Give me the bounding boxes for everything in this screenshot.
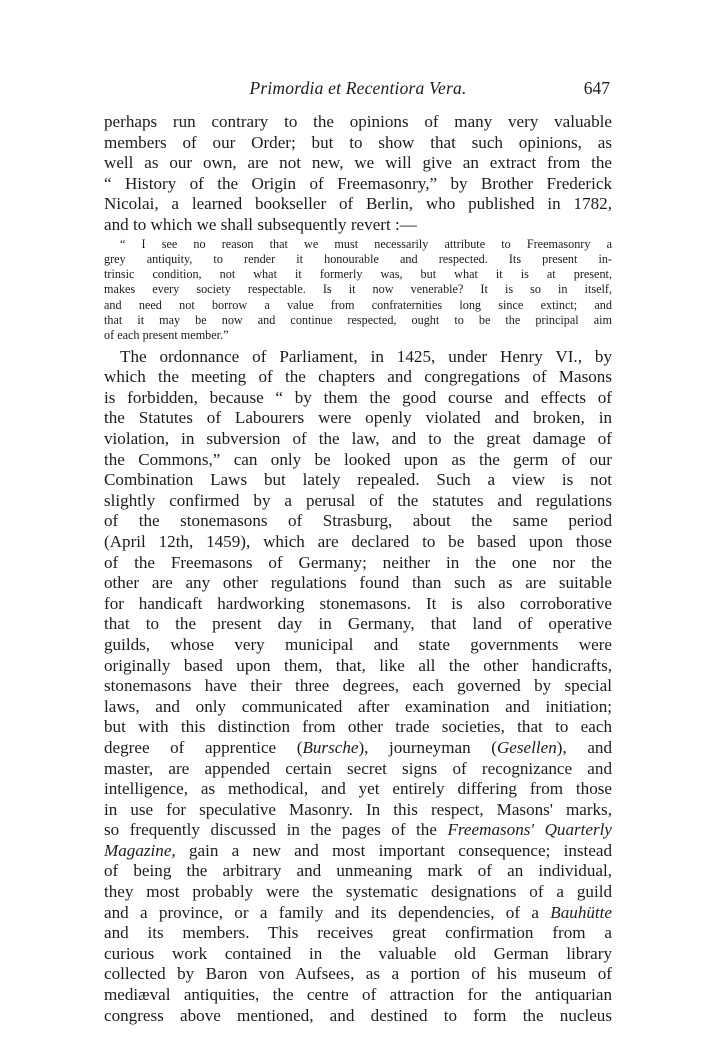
text-line: the Commons,” can only be looked upon as the germ of our: [104, 449, 612, 469]
text-line: Combination Laws but lately repealed. Such a view is not: [104, 470, 612, 490]
text-line: of the Freemasons of Germany; neither in the one nor the: [104, 552, 612, 572]
text-line: slightly confirmed by a perusal of the statutes and regulations: [104, 490, 612, 510]
text-line: which the meeting of the chapters and congregations of Masons: [104, 367, 612, 387]
text-segment: gain a new and most important consequence; instead: [175, 840, 612, 860]
running-title: Primordia et Recentiora Vera.: [249, 78, 467, 98]
quote-line: trinsic condition, not what it formerly was, but what it is at present,: [104, 267, 612, 282]
text-line: in use for speculative Masonry. In this respect, Masons' marks,: [104, 799, 612, 819]
text-line: stonemasons have their three degrees, each governed by special: [104, 676, 612, 696]
text-line: for handicaft hardworking stonemasons. It is also corroborative: [104, 593, 612, 613]
quote-line: “ I see no reason that we must necessarily attribute to Freemasonry a: [120, 236, 612, 251]
text-line: but with this distinction from other trade societies, that to each: [104, 717, 612, 737]
text-line: originally based upon them, that, like all the other handicrafts,: [104, 655, 612, 675]
text-line: well as our own, are not new, we will give an extract from the: [104, 153, 612, 173]
text-line: of being the arbitrary and unmeaning mark of an individual,: [104, 861, 612, 881]
text-line: other are any other regulations found than such as are suitable: [104, 573, 612, 593]
quote-line: of each present member.”: [104, 328, 229, 343]
text-line: perhaps run contrary to the opinions of many very valuable: [104, 112, 612, 131]
text-segment: degree of apprentice (: [104, 737, 303, 757]
paragraph-ordonnance: [104, 347, 612, 1027]
text-line: members of our Order; but to show that such opinions, as: [104, 132, 612, 152]
text-segment: ), journeyman (: [358, 737, 497, 757]
text-line: they most probably were the systematic designations of a guild: [104, 882, 612, 902]
text-segment: and a province, or a family and its dependencies, of a: [104, 902, 551, 922]
page-number: 647: [583, 78, 610, 98]
text-line: the Statutes of Labourers were openly violated and broken, in: [104, 408, 612, 428]
text-line: curious work contained in the valuable old German library: [104, 943, 612, 963]
paragraph-continued: [104, 112, 612, 236]
text-line: [104, 820, 612, 841]
text-line: congress above mentioned, and destined to form the nucleus: [104, 1005, 612, 1025]
text-line: [104, 738, 612, 759]
text-line: and to which we shall subsequently revert :—: [104, 214, 417, 234]
italic-term-bursche: Bursche: [302, 737, 359, 757]
text-line: guilds, whose very municipal and state governments were: [104, 634, 612, 654]
text-line: of the stonemasons of Strasburg, about the same period: [104, 511, 612, 531]
quote-line: grey antiquity, to render it honourable and respected. Its present in-: [104, 251, 612, 266]
text-line: [104, 841, 612, 862]
text-line: The ordonnance of Parliament, in 1425, under Henry VI., by: [120, 346, 612, 366]
text-line: violation, in subversion of the law, and to the great damage of: [104, 429, 612, 449]
italic-term-bauhuette: Bauhütte: [550, 902, 612, 922]
text-line: that to the present day in Germany, that land of operative: [104, 614, 612, 634]
quote-line: that it may be now and continue respected, ought to be the principal aim: [104, 313, 612, 328]
text-line: “ History of the Origin of Freemasonry,” by Brother Frederick: [104, 173, 612, 193]
text-segment: ), and: [556, 737, 613, 757]
quote-line: makes every society respectable. Is it now venerable? It is so in itself,: [104, 282, 612, 297]
text-line: is forbidden, because “ by them the good course and effects of: [104, 387, 612, 407]
text-line: (April 12th, 1459), which are declared to be based upon those: [104, 531, 612, 551]
text-line: Nicolai, a learned bookseller of Berlin, who published in 1782,: [104, 194, 612, 214]
italic-journal-title: Magazine,: [104, 840, 176, 860]
text-line: collected by Baron von Aufsees, as a portion of his museum of: [104, 964, 612, 984]
italic-term-gesellen: Gesellen: [496, 737, 557, 757]
text-line: master, are appended certain secret signs of recognizance and: [104, 758, 612, 778]
text-line: [104, 903, 612, 924]
text-line: intelligence, as methodical, and yet entirely differing from those: [104, 779, 612, 799]
italic-journal-title: Freemasons' Quarterly: [447, 820, 612, 840]
quote-line: and need not borrow a value from confraternities long since extinct; and: [104, 297, 612, 312]
text-line: laws, and only communicated after examination and initiation;: [104, 696, 612, 716]
running-head: [104, 78, 612, 102]
text-line: and its members. This receives great confirmation from a: [104, 923, 612, 943]
text-segment: so frequently discussed in the pages of the: [104, 820, 448, 840]
block-quote: [104, 237, 612, 344]
book-page: [104, 78, 612, 1026]
text-line: mediæval antiquities, the centre of attraction for the antiquarian: [104, 985, 612, 1005]
